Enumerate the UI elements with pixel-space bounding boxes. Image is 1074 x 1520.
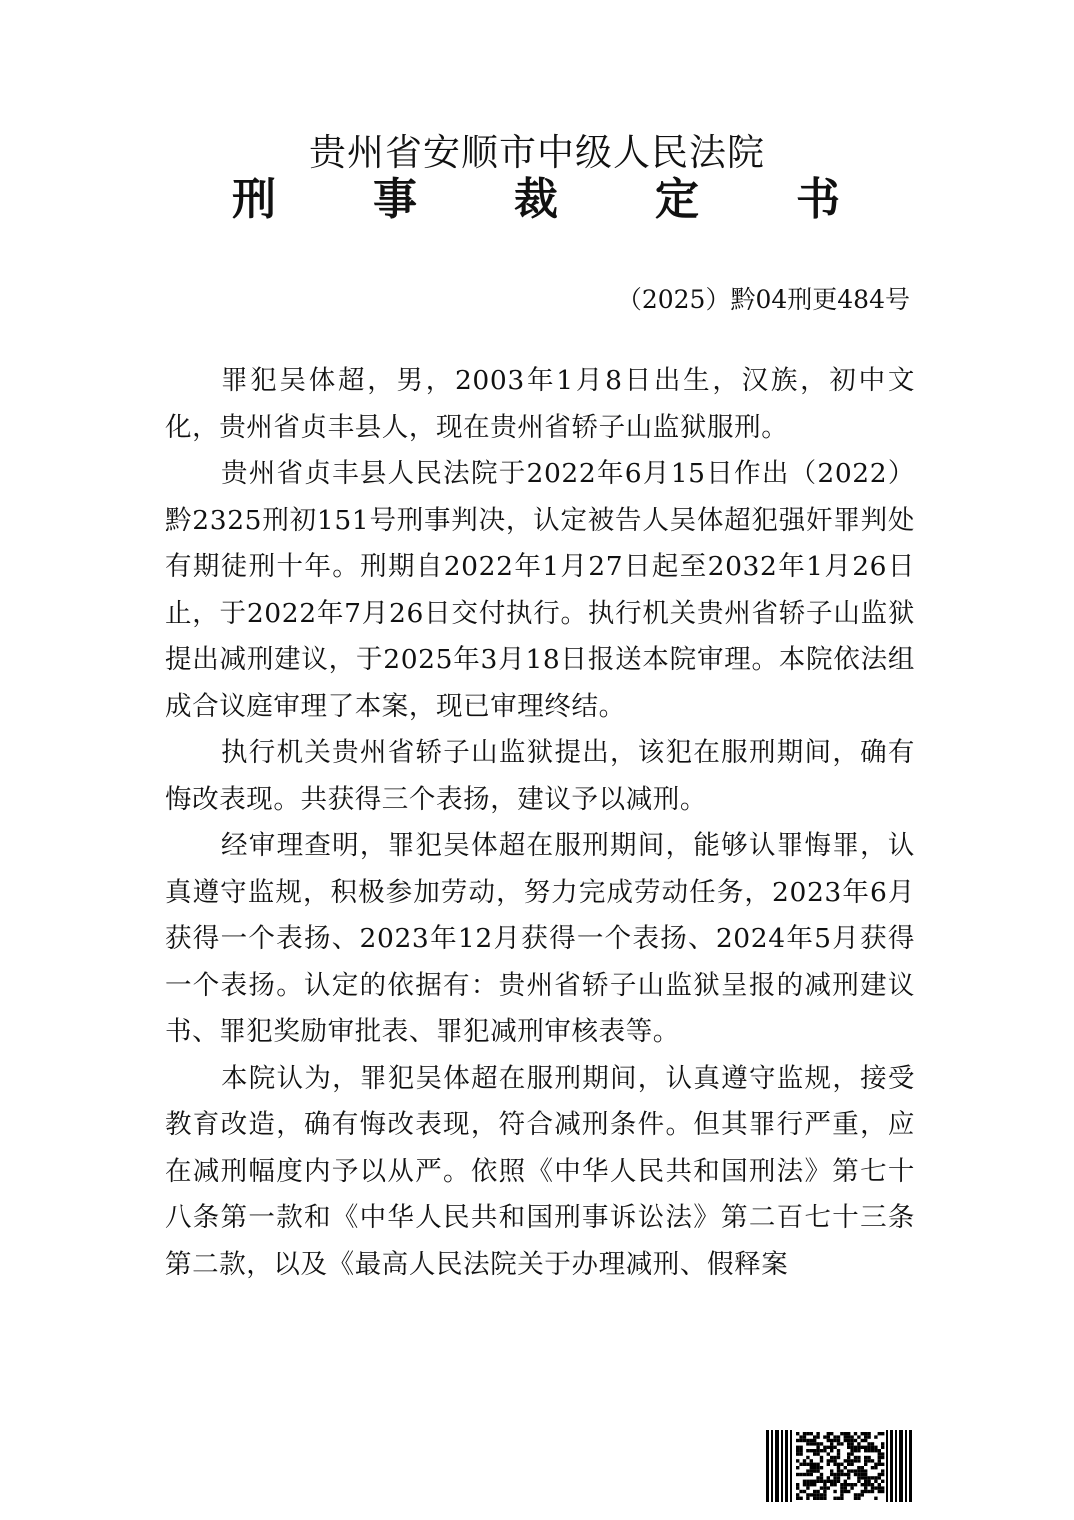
document-body — [165, 358, 915, 1288]
paragraph-prison-proposal: 执行机关贵州省轿子山监狱提出，该犯在服刑期间，确有悔改表现。共获得三个表扬，建议予以减刑。 — [165, 737, 915, 815]
document-type-char: 裁 — [514, 174, 558, 225]
document-type-title — [232, 172, 840, 228]
document-type-char: 事 — [373, 174, 417, 225]
document-barcode-icon — [766, 1430, 912, 1502]
document-type-char: 定 — [655, 174, 699, 225]
court-name: 贵州省安顺市中级人民法院 — [309, 131, 765, 174]
document-type-char: 刑 — [232, 174, 276, 225]
case-number: （2025）黔04刑更484号 — [616, 285, 910, 314]
paragraph-findings: 经审理查明，罪犯吴体超在服刑期间，能够认罪悔罪，认真遵守监规，积极参加劳动，努力完成劳动任务，2023年6月获得一个表扬、2023年12月获得一个表扬、2024年5月获得一个表扬。认定的依据有：贵州省轿子山监狱呈报的减刑建议书、罪犯奖励审批表、罪犯减刑审核表等。 — [165, 830, 915, 1047]
paragraph-original-judgment: 贵州省贞丰县人民法院于2022年6月15日作出（2022）黔2325刑初151号刑事判决，认定被告人吴体超犯强奸罪判处有期徒刑十年。刑期自2022年1月27日起至2032年1月26日止，于2022年7月26日交付执行。执行机关贵州省轿子山监狱提出减刑建议，于2025年3月18日报送本院审理。本院依法组成合议庭审理了本案，现已审理终结。 — [165, 458, 915, 722]
document-type-char: 书 — [796, 174, 840, 225]
paragraph-defendant-info: 罪犯吴体超，男，2003年1月8日出生，汉族，初中文化，贵州省贞丰县人，现在贵州省轿子山监狱服刑。 — [165, 365, 915, 443]
paragraph-court-opinion: 本院认为，罪犯吴体超在服刑期间，认真遵守监规，接受教育改造，确有悔改表现，符合减刑条件。但其罪行严重，应在减刑幅度内予以从严。依照《中华人民共和国刑法》第七十八条第一款和《中华人民共和国刑事诉讼法》第二百七十三条第二款，以及《最高人民法院关于办理减刑、假释案 — [165, 1062, 915, 1280]
